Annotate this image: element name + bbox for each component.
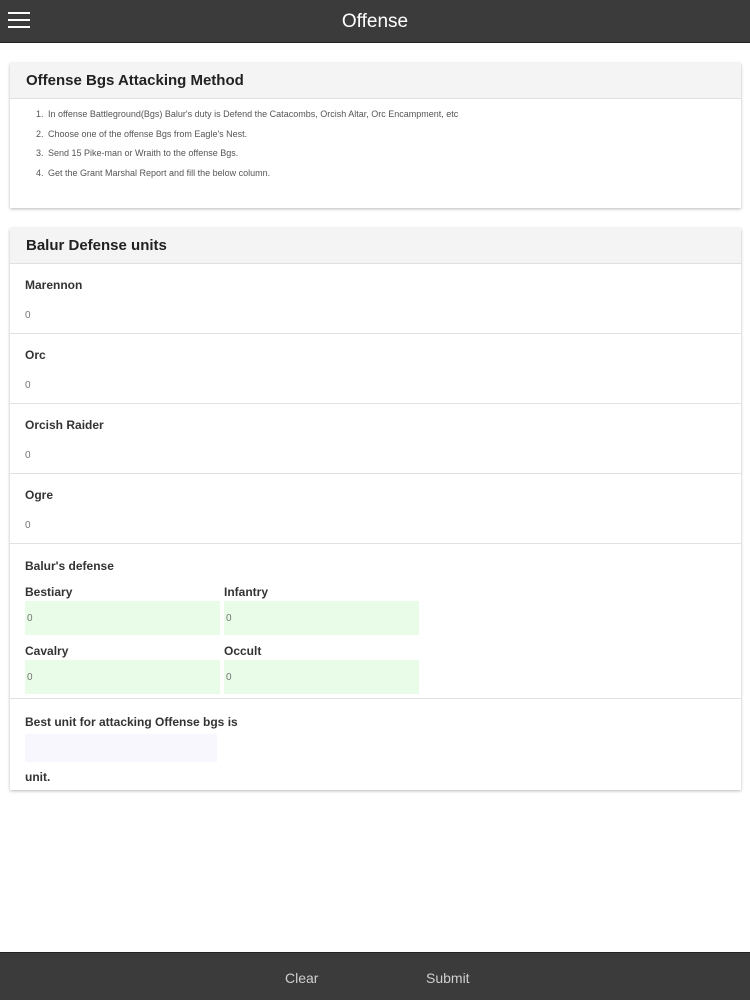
bestiary-input[interactable] bbox=[25, 601, 220, 635]
submit-button[interactable]: Submit bbox=[426, 970, 470, 986]
orcish-raider-label: Orcish Raider bbox=[25, 418, 104, 432]
method-steps-list bbox=[10, 99, 741, 187]
method-step: 2. Choose one of the offense Bgs from Eagle's Nest. bbox=[46, 129, 741, 149]
cavalry-label: Cavalry bbox=[25, 644, 69, 658]
orc-input[interactable] bbox=[25, 377, 325, 395]
infantry-input[interactable] bbox=[224, 601, 419, 635]
bestiary-label: Bestiary bbox=[25, 585, 73, 599]
app-header bbox=[0, 0, 750, 43]
marennon-input[interactable] bbox=[25, 307, 325, 325]
defense-units-card bbox=[10, 228, 741, 790]
orcish-raider-input[interactable] bbox=[25, 447, 325, 465]
method-step: 3. Send 15 Pike-man or Wraith to the offense Bgs. bbox=[46, 148, 741, 168]
orcish-raider-field bbox=[10, 404, 741, 474]
method-step: 1. In offense Battleground(Bgs) Balur's duty is Defend the Catacombs, Orcish Altar, Orc Encampment, etc bbox=[46, 109, 741, 129]
occult-input[interactable] bbox=[224, 660, 419, 694]
footer-bar bbox=[0, 952, 750, 1000]
infantry-label: Infantry bbox=[224, 585, 269, 599]
best-unit-suffix: unit. bbox=[25, 770, 51, 784]
defense-units-title: Balur Defense units bbox=[10, 228, 741, 264]
ogre-field bbox=[10, 474, 741, 544]
ogre-input[interactable] bbox=[25, 517, 325, 535]
attacking-method-title: Offense Bgs Attacking Method bbox=[10, 63, 741, 99]
orc-label: Orc bbox=[25, 348, 46, 362]
page-title: Offense bbox=[341, 11, 409, 32]
balur-defense-label: Balur's defense bbox=[25, 559, 114, 573]
best-unit-field bbox=[10, 699, 741, 791]
method-step: 4. Get the Grant Marshal Report and fill the below column. bbox=[46, 168, 741, 188]
ogre-label: Ogre bbox=[25, 488, 54, 502]
cavalry-input[interactable] bbox=[25, 660, 220, 694]
attacking-method-card bbox=[10, 63, 741, 208]
marennon-label: Marennon bbox=[25, 278, 83, 292]
best-unit-label: Best unit for attacking Offense bgs is bbox=[25, 715, 238, 729]
balur-defense-field bbox=[10, 544, 741, 699]
occult-label: Occult bbox=[224, 644, 262, 658]
orc-field bbox=[10, 334, 741, 404]
clear-button[interactable]: Clear bbox=[285, 970, 319, 986]
marennon-field bbox=[10, 264, 741, 334]
best-unit-input[interactable] bbox=[25, 734, 217, 762]
